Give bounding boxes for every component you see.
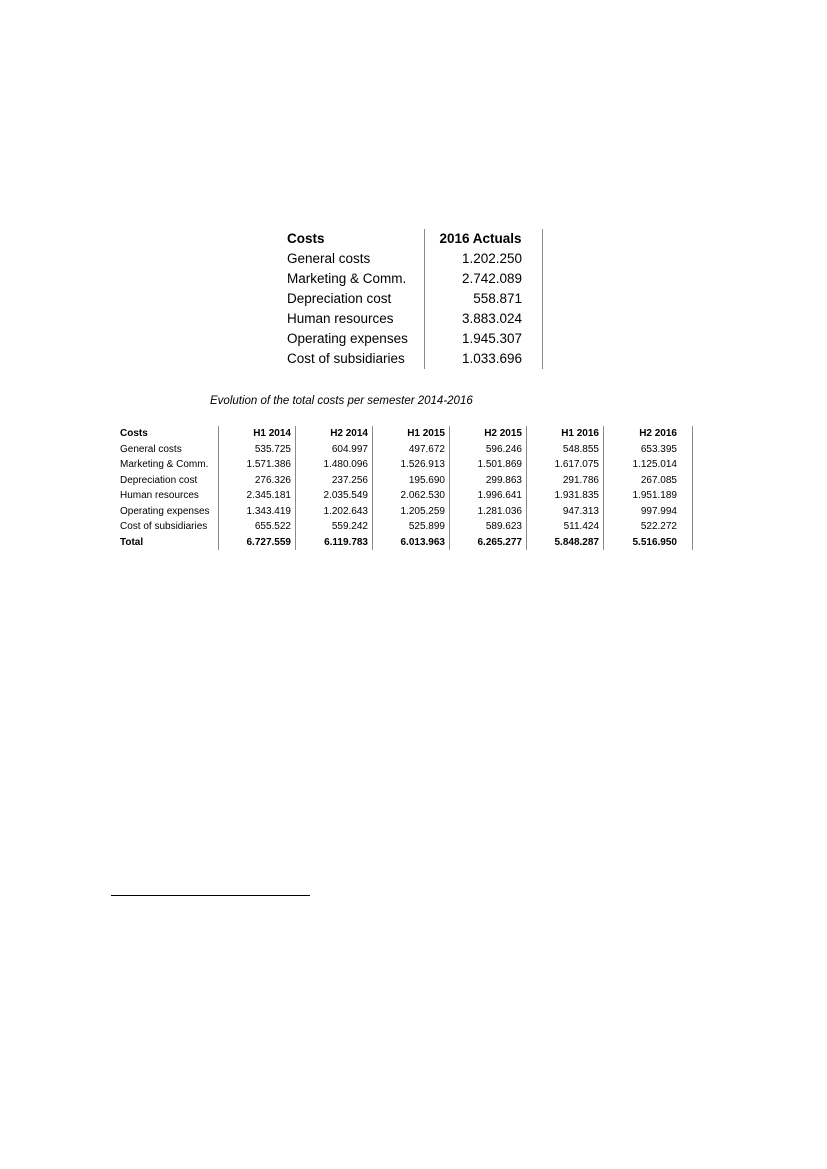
table-cell: 6.265.277 — [450, 535, 527, 551]
table-cell: 511.424 — [527, 519, 604, 535]
table-cell: 596.246 — [450, 442, 527, 458]
row-value: 1.033.696 — [425, 349, 543, 369]
table-row — [280, 289, 543, 309]
row-label: Operating expenses — [280, 329, 425, 349]
table-cell: 1.343.419 — [219, 504, 296, 520]
table-cell: 1.526.913 — [373, 457, 450, 473]
table-cell: 1.617.075 — [527, 457, 604, 473]
table-header-row — [114, 426, 693, 442]
table-cell: 1.202.643 — [296, 504, 373, 520]
table-cell: 653.395 — [604, 442, 693, 458]
table-cell: 6.727.559 — [219, 535, 296, 551]
row-label: General costs — [280, 249, 425, 269]
table-cell: 947.313 — [527, 504, 604, 520]
table-cell: 2.345.181 — [219, 488, 296, 504]
row-label: General costs — [114, 442, 219, 458]
table-cell: 276.326 — [219, 473, 296, 489]
column-header-h1-2014: H1 2014 — [219, 426, 296, 442]
table-cell: 1.205.259 — [373, 504, 450, 520]
row-label: Human resources — [114, 488, 219, 504]
table-cell: 6.013.963 — [373, 535, 450, 551]
table-cell: 1.501.869 — [450, 457, 527, 473]
table-cell: 195.690 — [373, 473, 450, 489]
table-cell: 559.242 — [296, 519, 373, 535]
table-row — [114, 473, 693, 489]
row-value: 2.742.089 — [425, 269, 543, 289]
row-value: 558.871 — [425, 289, 543, 309]
row-value: 1.945.307 — [425, 329, 543, 349]
table-cell: 1.951.189 — [604, 488, 693, 504]
row-label: Cost of subsidiaries — [280, 349, 425, 369]
column-header-h2-2015: H2 2015 — [450, 426, 527, 442]
table-cell: 1.996.641 — [450, 488, 527, 504]
table-cell: 548.855 — [527, 442, 604, 458]
table-cell: 497.672 — [373, 442, 450, 458]
table-cell: 522.272 — [604, 519, 693, 535]
table-header-row — [280, 229, 543, 249]
column-header-h2-2014: H2 2014 — [296, 426, 373, 442]
table-cell: 604.997 — [296, 442, 373, 458]
table-cell: 5.848.287 — [527, 535, 604, 551]
table-cell: 535.725 — [219, 442, 296, 458]
table-row — [280, 269, 543, 289]
table-row — [280, 349, 543, 369]
table-row — [114, 488, 693, 504]
table-cell: 5.516.950 — [604, 535, 693, 551]
row-label: Operating expenses — [114, 504, 219, 520]
table-cell: 2.035.549 — [296, 488, 373, 504]
row-value: 1.202.250 — [425, 249, 543, 269]
table-row — [114, 504, 693, 520]
table-cell: 2.062.530 — [373, 488, 450, 504]
actuals-2016-table — [280, 229, 543, 369]
column-header-costs: Costs — [280, 229, 425, 249]
row-label: Total — [114, 535, 219, 551]
row-label: Cost of subsidiaries — [114, 519, 219, 535]
table-row — [114, 457, 693, 473]
table-cell: 1.571.386 — [219, 457, 296, 473]
column-header-costs: Costs — [114, 426, 219, 442]
table-cell: 1.281.036 — [450, 504, 527, 520]
table-cell: 291.786 — [527, 473, 604, 489]
table-total-row — [114, 535, 693, 551]
column-header-2016-actuals: 2016 Actuals — [425, 229, 543, 249]
table-row — [280, 309, 543, 329]
column-header-h1-2016: H1 2016 — [527, 426, 604, 442]
semester-costs-table — [114, 426, 693, 550]
table-cell: 299.863 — [450, 473, 527, 489]
row-label: Human resources — [280, 309, 425, 329]
table-cell: 6.119.783 — [296, 535, 373, 551]
table-caption: Evolution of the total costs per semester 2014-2016 — [210, 395, 473, 407]
footnote-separator — [111, 895, 310, 896]
table-cell: 267.085 — [604, 473, 693, 489]
table-cell: 237.256 — [296, 473, 373, 489]
row-label: Depreciation cost — [114, 473, 219, 489]
table-row — [280, 329, 543, 349]
column-header-h2-2016: H2 2016 — [604, 426, 693, 442]
table-cell: 525.899 — [373, 519, 450, 535]
row-label: Depreciation cost — [280, 289, 425, 309]
row-label: Marketing & Comm. — [280, 269, 425, 289]
table-row — [114, 519, 693, 535]
table-cell: 589.623 — [450, 519, 527, 535]
table-row — [114, 442, 693, 458]
table-cell: 1.480.096 — [296, 457, 373, 473]
column-header-h1-2015: H1 2015 — [373, 426, 450, 442]
table-row — [280, 249, 543, 269]
table-cell: 997.994 — [604, 504, 693, 520]
row-label: Marketing & Comm. — [114, 457, 219, 473]
row-value: 3.883.024 — [425, 309, 543, 329]
table-cell: 1.931.835 — [527, 488, 604, 504]
table-cell: 1.125.014 — [604, 457, 693, 473]
table-cell: 655.522 — [219, 519, 296, 535]
